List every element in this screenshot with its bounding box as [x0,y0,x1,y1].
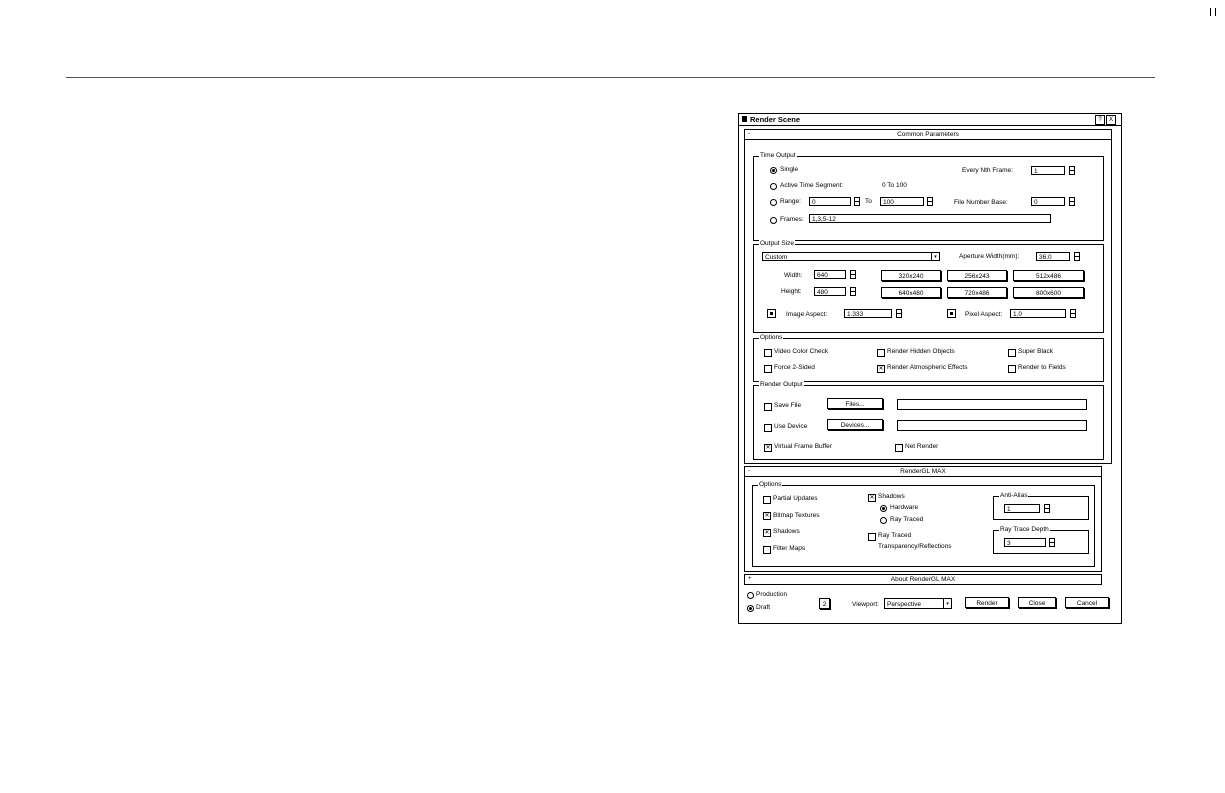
range-from-spinner[interactable] [854,197,860,206]
viewport-label: Viewport: [852,601,879,608]
use-device-checkbox[interactable] [764,424,772,432]
video-color-check-checkbox[interactable] [764,349,772,357]
image-aspect-spinner[interactable] [896,309,902,318]
group-title: Options [760,334,783,341]
partial-updates-checkbox[interactable] [763,496,771,504]
shadows-left-checkbox[interactable]: ✕ [764,530,770,536]
draft-radio[interactable] [747,605,754,612]
draft-label: Draft [756,604,771,611]
super-black-checkbox[interactable] [1008,349,1016,357]
render-hidden-label: Render Hidden Objects [887,348,955,355]
range-to-input[interactable]: 100 [880,197,924,206]
every-nth-input[interactable]: 1 [1031,166,1065,175]
hardware-radio[interactable] [880,505,887,512]
to-label: To [865,198,872,205]
group-title: Output Size [760,240,794,247]
filter-maps-checkbox[interactable] [763,546,771,554]
ray-traced-transparency-label-1: Ray Traced [878,532,912,539]
renderer-options-group [752,481,1095,567]
net-render-checkbox[interactable] [895,444,903,452]
render-fields-label: Render to Fields [1018,364,1066,371]
page-header-rule [66,77,1155,78]
force-2-sided-checkbox[interactable] [764,365,772,373]
collapse-icon: - [748,468,750,474]
title-bar[interactable] [739,114,1121,126]
production-label: Production [756,591,788,598]
net-render-label: Net Render [905,443,939,450]
pixel-aspect-lock-icon[interactable] [947,309,956,318]
close-window-button[interactable]: X [1106,115,1116,125]
render-button[interactable]: Render [965,597,1009,608]
files-button[interactable]: Files... [827,398,883,409]
group-title: Time Output [760,152,796,159]
image-aspect-lock-icon[interactable] [767,309,776,318]
image-aspect-input[interactable]: 1.333 [844,309,892,318]
rollout-title: About RenderGL MAX [890,576,956,583]
width-input[interactable]: 640 [814,270,846,279]
save-file-checkbox[interactable] [764,403,772,411]
ray-traced-radio[interactable] [880,517,887,524]
device-name-field[interactable] [897,420,1087,431]
page-corner-mark [1210,8,1216,16]
render-fields-checkbox[interactable] [1008,365,1016,373]
viewport-dropdown[interactable] [884,598,952,609]
output-size-group [753,240,1104,333]
height-label: Height: [781,288,802,295]
anti-alias-spinner[interactable] [1044,504,1050,513]
render-hidden-checkbox[interactable] [877,349,885,357]
production-radio[interactable] [747,592,754,599]
active-segment-radio[interactable] [770,183,777,190]
ray-trace-depth-input[interactable]: 3 [1004,538,1046,547]
use-device-label: Use Device [774,423,808,430]
hardware-label: Hardware [890,504,919,511]
single-radio[interactable] [770,167,777,174]
width-spinner[interactable] [850,270,856,279]
rendergl-rollout [744,466,1102,572]
render-atmos-label: Render Atmospheric Effects [887,364,968,371]
preset-button-800x600[interactable]: 800x600 [1013,287,1084,298]
frames-label: Frames: [780,216,804,223]
filter-maps-label: Filter Maps [773,545,806,552]
save-file-label: Save File [774,402,802,409]
save-file-path-field[interactable] [897,399,1087,410]
height-spinner[interactable] [850,287,856,296]
shadows-checkbox[interactable]: ✕ [869,495,875,501]
video-color-check-label: Video Color Check [774,348,829,355]
file-number-base-label: File Number Base: [954,199,1008,206]
range-to-spinner[interactable] [927,197,933,206]
range-radio[interactable] [770,199,777,206]
render-scene-dialog [738,113,1122,624]
preset-button-320x240[interactable]: 320x240 [881,270,941,281]
preset-button-720x486[interactable]: 720x486 [947,287,1007,298]
aperture-input[interactable]: 36.0 [1036,252,1070,261]
frames-radio[interactable] [770,217,777,224]
preset-button-512x486[interactable]: 512x486 [1013,270,1084,281]
anti-alias-group [993,492,1089,520]
shadows-label: Shadows [878,493,905,500]
cancel-button[interactable]: Cancel [1065,597,1109,608]
pixel-aspect-label: Pixel Aspect: [965,311,1003,318]
bitmap-textures-label: Bitmap Textures [773,512,820,519]
app-icon [742,116,747,122]
rendergl-rollout-bar[interactable] [745,467,1101,477]
group-title: Options [759,481,782,488]
group-title: Ray Trace Depth [1000,526,1049,533]
file-number-base-spinner[interactable] [1069,197,1075,206]
active-segment-label: Active Time Segment: [780,182,844,189]
vfb-label: Virtual Frame Buffer [774,443,832,450]
single-label: Single [780,166,799,173]
bitmap-textures-checkbox[interactable]: ✕ [764,513,770,519]
super-black-label: Super Black [1018,348,1054,355]
group-title: Render Output [760,381,803,388]
preset-button-256x243[interactable]: 256x243 [947,270,1007,281]
chevron-down-icon: ▾ [943,599,951,608]
group-title: Anti-Alias [1000,492,1028,499]
range-from-input[interactable]: 0 [809,197,851,206]
width-label: Width: [784,272,803,279]
collapse-icon: - [748,131,750,137]
height-input[interactable]: 480 [814,287,846,296]
vfb-checkbox[interactable]: ✕ [765,445,771,451]
rollout-title: Common Parameters [897,131,959,138]
output-size-preset-dropdown[interactable] [762,252,940,261]
devices-button[interactable]: Devices... [827,419,883,430]
image-aspect-label: Image Aspect: [786,311,828,318]
ray-trace-depth-group [993,526,1089,554]
force-2-sided-label: Force 2-Sided [774,364,815,371]
options-group [753,334,1104,382]
preset-button-640x480[interactable]: 640x480 [881,287,941,298]
about-rollout-bar[interactable] [745,575,1101,584]
viewport-value: Perspective [887,601,921,608]
active-segment-range: 0 To 100 [882,182,907,189]
frames-input[interactable]: 1,3,5-12 [809,214,1051,223]
file-number-base-input[interactable]: 0 [1031,197,1065,206]
rollout-title: RenderGL MAX [900,468,946,475]
aperture-label: Aperture Width(mm): [959,253,1020,260]
ray-traced-transparency-label-2: Transparency/Reflections [878,543,952,550]
window-title: Render Scene [750,115,801,124]
render-atmos-checkbox[interactable]: ✕ [878,366,884,372]
common-parameters-rollout-bar[interactable] [745,130,1111,140]
common-parameters-rollout [744,129,1112,464]
anti-alias-input[interactable]: 1 [1004,504,1040,513]
time-output-group [753,152,1104,241]
close-button[interactable]: Close [1018,597,1056,608]
expand-icon: + [748,576,752,582]
render-output-group [753,381,1104,460]
help-button[interactable]: ? [1095,115,1105,125]
range-label: Range: [780,198,801,205]
preset-value: Custom [765,254,788,261]
lock-camera-button[interactable]: 2 [819,598,830,609]
every-nth-label: Every Nth Frame: [962,167,1013,174]
about-rollout[interactable] [744,574,1102,585]
aperture-spinner[interactable] [1074,252,1080,261]
chevron-down-icon: ▾ [931,253,939,260]
ray-traced-label: Ray Traced [890,516,924,523]
pixel-aspect-input[interactable]: 1.0 [1010,309,1066,318]
pixel-aspect-spinner[interactable] [1070,309,1076,318]
every-nth-spinner[interactable] [1069,166,1075,175]
partial-updates-label: Partial Updates [773,495,818,502]
ray-trace-depth-spinner[interactable] [1049,538,1055,547]
ray-traced-transparency-checkbox[interactable] [868,533,876,541]
shadows-left-label: Shadows [773,528,800,535]
